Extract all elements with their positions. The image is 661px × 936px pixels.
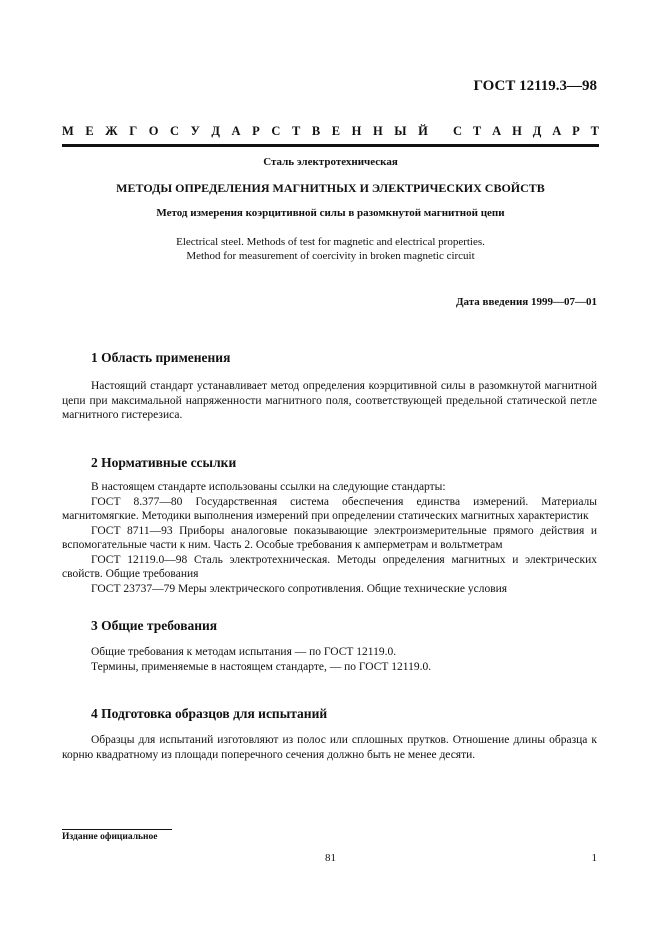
section-1-body: [62, 379, 597, 423]
page-number-center: 81: [325, 852, 336, 864]
section-1-paragraph: Настоящий стандарт устанавливает метод определения коэрцитивной силы в разомкнутой магнитной цепи при максимальной напряженности магнитного поля, соответствующей предельной статической петле магнитного гистерезиса.: [62, 380, 597, 421]
header-rule: [62, 144, 599, 147]
section-3-paragraph-2: Термины, применяемые в настоящем стандарте, — по ГОСТ 12119.0.: [91, 660, 432, 673]
section-4-heading: 4 Подготовка образцов для испытаний: [91, 706, 328, 721]
english-title-line-2: Method for measurement of coercivity in broken magnetic circuit: [186, 250, 475, 262]
document-title: МЕТОДЫ ОПРЕДЕЛЕНИЯ МАГНИТНЫХ И ЭЛЕКТРИЧЕСКИХ СВОЙСТВ: [116, 181, 545, 195]
section-4-body: [62, 733, 597, 762]
section-3-paragraph-1: Общие требования к методам испытания — по ГОСТ 12119.0.: [91, 646, 397, 658]
section-2-paragraph-intro: В настоящем стандарте использованы ссылки на следующие стандарты:: [91, 481, 446, 493]
banner-word-standard: С Т А Н Д А Р Т: [453, 124, 599, 138]
reference-gost-8-377: ГОСТ 8.377—80 Государственная система обеспечения единства измерений. Материалы магнитомягкие. Методики выполнения измерений при определении статических магнитных характеристик: [62, 495, 597, 522]
banner-word-interstate: М Е Ж Г О С У Д А Р С Т В Е Н Н Ы Й: [62, 124, 428, 138]
section-3-heading: 3 Общие требования: [91, 618, 218, 633]
english-title-line-1: Electrical steel. Methods of test for magnetic and electrical properties.: [176, 236, 485, 248]
edition-rule: [62, 829, 172, 830]
reference-gost-12119-0: ГОСТ 12119.0—98 Сталь электротехническая. Методы определения магнитных и электрических свойств. Общие требования: [62, 553, 597, 580]
section-2-body: [62, 480, 597, 596]
reference-gost-8711: ГОСТ 8711—93 Приборы аналоговые показывающие электроизмерительные прямого действия и вспомогательные части к ним. Часть 2. Особые требования к амперметрам и вольтметрам: [62, 524, 597, 551]
english-title: [62, 235, 599, 263]
section-2-heading: 2 Нормативные ссылки: [91, 455, 237, 470]
page-number-right: 1: [591, 852, 597, 864]
edition-label: Издание официальное: [62, 832, 158, 842]
section-1-heading: 1 Область применения: [91, 350, 231, 365]
document-subtitle: Сталь электротехническая: [263, 156, 398, 168]
section-4-paragraph: Образцы для испытаний изготовляют из полос или сплошных прутков. Отношение длины образца к корню квадратному из площади поперечного сечения должно быть не менее десяти.: [62, 734, 597, 761]
method-title: Метод измерения коэрцитивной силы в разомкнутой магнитной цепи: [156, 207, 505, 219]
document-code: ГОСТ 12119.3—98: [473, 78, 597, 94]
reference-gost-23737: ГОСТ 23737—79 Меры электрического сопротивления. Общие технические условия: [91, 582, 508, 595]
effective-date: Дата введения 1999—07—01: [455, 296, 597, 308]
standard-banner: [62, 124, 599, 139]
section-3-body: [62, 645, 597, 674]
